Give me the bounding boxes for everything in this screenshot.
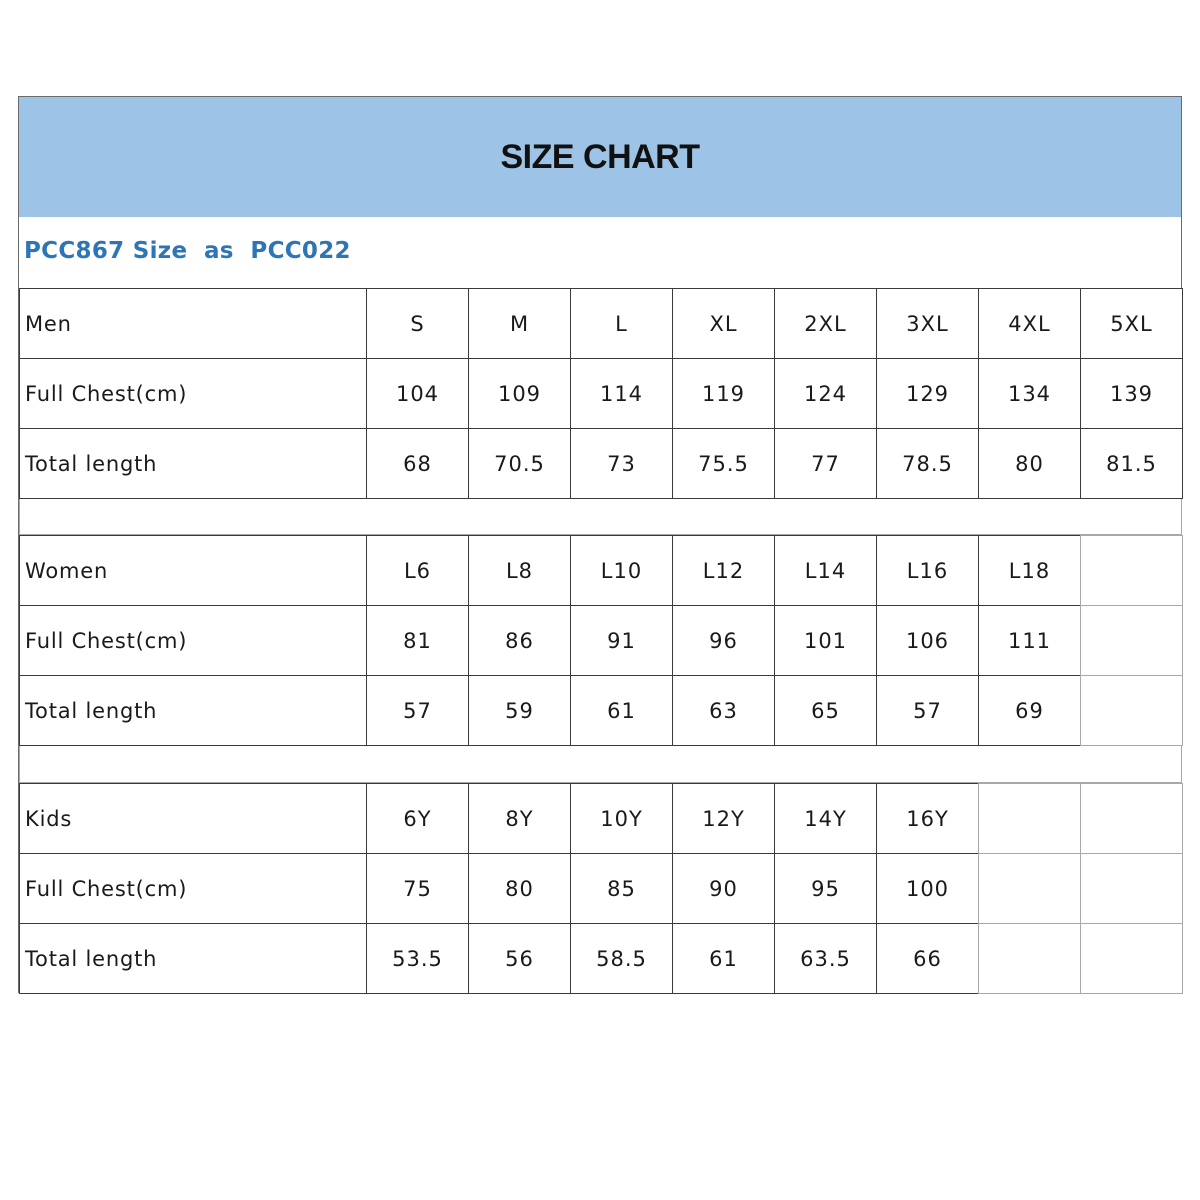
men-size-cell: S bbox=[366, 288, 469, 359]
men-size-cell: 70.5 bbox=[468, 428, 571, 499]
empty-cell bbox=[1080, 535, 1183, 606]
men-size-cell: 114 bbox=[570, 358, 673, 429]
kids-size-cell: 95 bbox=[774, 853, 877, 924]
men-size-cell: 77 bbox=[774, 428, 877, 499]
women-size-cell: 57 bbox=[876, 675, 979, 746]
women-row-label: Total length bbox=[19, 675, 367, 746]
men-size-cell: 129 bbox=[876, 358, 979, 429]
women-row-label: Full Chest(cm) bbox=[19, 605, 367, 676]
women-size-cell: 86 bbox=[468, 605, 571, 676]
empty-cell bbox=[1080, 783, 1183, 854]
kids-size-cell: 80 bbox=[468, 853, 571, 924]
men-size-cell: 134 bbox=[978, 358, 1081, 429]
men-size-cell: 119 bbox=[672, 358, 775, 429]
women-size-cell: 91 bbox=[570, 605, 673, 676]
men-size-cell: 75.5 bbox=[672, 428, 775, 499]
page-title: SIZE CHART bbox=[500, 137, 700, 176]
kids-size-cell: 58.5 bbox=[570, 923, 673, 994]
kids-size-cell: 85 bbox=[570, 853, 673, 924]
title-banner bbox=[19, 97, 1181, 217]
women-size-cell: 59 bbox=[468, 675, 571, 746]
men-size-cell: L bbox=[570, 288, 673, 359]
women-size-cell: L18 bbox=[978, 535, 1081, 606]
women-size-cell: L14 bbox=[774, 535, 877, 606]
men-size-cell: XL bbox=[672, 288, 775, 359]
empty-cell bbox=[1080, 675, 1183, 746]
model-note: PCC867 Size as PCC022 bbox=[24, 238, 351, 264]
women-size-cell: 65 bbox=[774, 675, 877, 746]
size-chart bbox=[18, 96, 1182, 993]
kids-size-cell: 14Y bbox=[774, 783, 877, 854]
kids-size-cell: 90 bbox=[672, 853, 775, 924]
men-size-cell: 68 bbox=[366, 428, 469, 499]
empty-cell bbox=[1080, 605, 1183, 676]
men-size-cell: 78.5 bbox=[876, 428, 979, 499]
empty-cell bbox=[978, 783, 1081, 854]
women-size-cell: 81 bbox=[366, 605, 469, 676]
women-size-cell: 63 bbox=[672, 675, 775, 746]
women-size-cell: 111 bbox=[978, 605, 1081, 676]
women-size-cell: L16 bbox=[876, 535, 979, 606]
men-size-cell: 139 bbox=[1080, 358, 1183, 429]
women-size-cell: 57 bbox=[366, 675, 469, 746]
empty-cell bbox=[1080, 923, 1183, 994]
kids-row-label: Total length bbox=[19, 923, 367, 994]
kids-row-label: Kids bbox=[19, 783, 367, 854]
kids-size-cell: 16Y bbox=[876, 783, 979, 854]
men-size-cell: 80 bbox=[978, 428, 1081, 499]
men-size-cell: 5XL bbox=[1080, 288, 1183, 359]
section-spacer bbox=[19, 745, 1182, 783]
kids-size-cell: 53.5 bbox=[366, 923, 469, 994]
women-row-label: Women bbox=[19, 535, 367, 606]
kids-size-cell: 56 bbox=[468, 923, 571, 994]
women-size-cell: L8 bbox=[468, 535, 571, 606]
kids-size-cell: 8Y bbox=[468, 783, 571, 854]
women-size-cell: L6 bbox=[366, 535, 469, 606]
empty-cell bbox=[978, 923, 1081, 994]
women-size-cell: 101 bbox=[774, 605, 877, 676]
women-size-cell: 96 bbox=[672, 605, 775, 676]
empty-cell bbox=[978, 853, 1081, 924]
men-row-label: Men bbox=[19, 288, 367, 359]
men-size-cell: 3XL bbox=[876, 288, 979, 359]
men-size-cell: 73 bbox=[570, 428, 673, 499]
women-size-cell: 106 bbox=[876, 605, 979, 676]
kids-size-cell: 63.5 bbox=[774, 923, 877, 994]
men-size-cell: 124 bbox=[774, 358, 877, 429]
men-row-label: Total length bbox=[19, 428, 367, 499]
kids-size-cell: 66 bbox=[876, 923, 979, 994]
women-size-cell: 69 bbox=[978, 675, 1081, 746]
kids-size-cell: 10Y bbox=[570, 783, 673, 854]
women-size-cell: L10 bbox=[570, 535, 673, 606]
kids-size-cell: 6Y bbox=[366, 783, 469, 854]
men-size-cell: 4XL bbox=[978, 288, 1081, 359]
empty-cell bbox=[1080, 853, 1183, 924]
men-size-cell: 81.5 bbox=[1080, 428, 1183, 499]
kids-size-cell: 75 bbox=[366, 853, 469, 924]
kids-size-cell: 61 bbox=[672, 923, 775, 994]
men-row-label: Full Chest(cm) bbox=[19, 358, 367, 429]
women-size-cell: L12 bbox=[672, 535, 775, 606]
section-spacer bbox=[19, 498, 1182, 535]
men-size-cell: 104 bbox=[366, 358, 469, 429]
women-size-cell: 61 bbox=[570, 675, 673, 746]
men-size-cell: 2XL bbox=[774, 288, 877, 359]
kids-size-cell: 12Y bbox=[672, 783, 775, 854]
men-size-cell: M bbox=[468, 288, 571, 359]
men-size-cell: 109 bbox=[468, 358, 571, 429]
kids-size-cell: 100 bbox=[876, 853, 979, 924]
kids-row-label: Full Chest(cm) bbox=[19, 853, 367, 924]
